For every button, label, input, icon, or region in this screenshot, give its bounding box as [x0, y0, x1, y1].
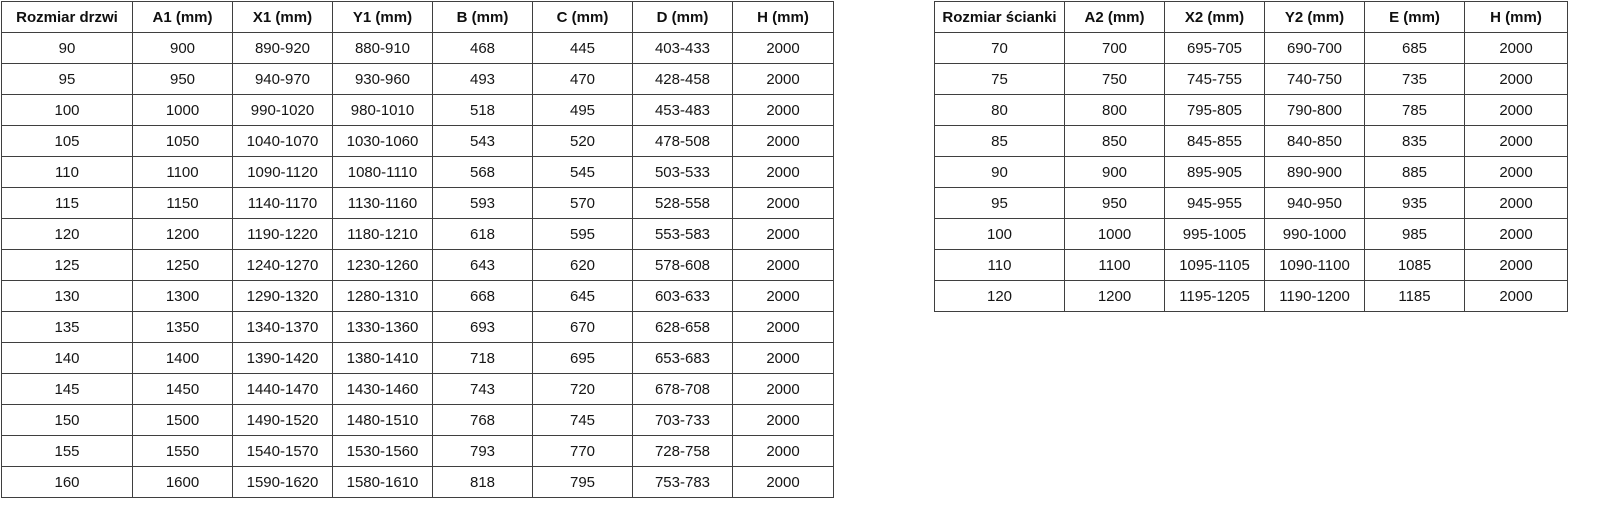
- table-cell: 2000: [733, 33, 834, 64]
- table-cell: 105: [2, 126, 133, 157]
- table-row: [935, 157, 1568, 188]
- table-cell: 90: [935, 157, 1065, 188]
- table-row: [2, 250, 834, 281]
- table-cell: 668: [433, 281, 533, 312]
- table-cell: 745-755: [1165, 64, 1265, 95]
- table-cell: 1185: [1365, 281, 1465, 312]
- table-cell: 1590-1620: [233, 467, 333, 498]
- table-cell: 1000: [133, 95, 233, 126]
- table-cell: 603-633: [633, 281, 733, 312]
- table-cell: 115: [2, 188, 133, 219]
- table-cell: 1540-1570: [233, 436, 333, 467]
- table-cell: 1300: [133, 281, 233, 312]
- column-header: H (mm): [733, 2, 834, 33]
- table-cell: 568: [433, 157, 533, 188]
- table-cell: 1040-1070: [233, 126, 333, 157]
- table-cell: 545: [533, 157, 633, 188]
- column-header: B (mm): [433, 2, 533, 33]
- column-header: X2 (mm): [1165, 2, 1265, 33]
- table-row: [2, 126, 834, 157]
- table-cell: 2000: [1465, 95, 1568, 126]
- table-cell: 793: [433, 436, 533, 467]
- table-row: [2, 374, 834, 405]
- table-cell: 155: [2, 436, 133, 467]
- table-cell: 890-900: [1265, 157, 1365, 188]
- table-cell: 2000: [733, 64, 834, 95]
- table-cell: 618: [433, 219, 533, 250]
- table-cell: 593: [433, 188, 533, 219]
- table-cell: 700: [1065, 33, 1165, 64]
- table-cell: 70: [935, 33, 1065, 64]
- table-cell: 985: [1365, 219, 1465, 250]
- table-cell: 1450: [133, 374, 233, 405]
- table-cell: 1430-1460: [333, 374, 433, 405]
- table-cell: 1090-1120: [233, 157, 333, 188]
- table-cell: 685: [1365, 33, 1465, 64]
- table-cell: 800: [1065, 95, 1165, 126]
- table-cell: 1080-1110: [333, 157, 433, 188]
- door-table-body: [2, 33, 834, 498]
- table-row: [2, 64, 834, 95]
- table-cell: 643: [433, 250, 533, 281]
- table-cell: 100: [935, 219, 1065, 250]
- table-row: [2, 281, 834, 312]
- table-cell: 518: [433, 95, 533, 126]
- table-cell: 880-910: [333, 33, 433, 64]
- table-cell: 493: [433, 64, 533, 95]
- column-header: X1 (mm): [233, 2, 333, 33]
- table-cell: 1240-1270: [233, 250, 333, 281]
- table-cell: 1190-1200: [1265, 281, 1365, 312]
- table-cell: 2000: [1465, 64, 1568, 95]
- table-cell: 428-458: [633, 64, 733, 95]
- table-cell: 595: [533, 219, 633, 250]
- table-cell: 1000: [1065, 219, 1165, 250]
- column-header: E (mm): [1365, 2, 1465, 33]
- table-cell: 693: [433, 312, 533, 343]
- table-cell: 785: [1365, 95, 1465, 126]
- table-cell: 743: [433, 374, 533, 405]
- table-cell: 695: [533, 343, 633, 374]
- table-cell: 468: [433, 33, 533, 64]
- table-cell: 160: [2, 467, 133, 498]
- column-header: Rozmiar drzwi: [2, 2, 133, 33]
- table-cell: 470: [533, 64, 633, 95]
- table-cell: 930-960: [333, 64, 433, 95]
- table-cell: 770: [533, 436, 633, 467]
- table-cell: 845-855: [1165, 126, 1265, 157]
- table-row: [2, 436, 834, 467]
- table-cell: 145: [2, 374, 133, 405]
- table-cell: 1100: [133, 157, 233, 188]
- column-header: Rozmiar ścianki: [935, 2, 1065, 33]
- table-cell: 2000: [1465, 250, 1568, 281]
- table-cell: 2000: [733, 467, 834, 498]
- table-cell: 2000: [1465, 126, 1568, 157]
- table-cell: 1200: [133, 219, 233, 250]
- column-header: A2 (mm): [1065, 2, 1165, 33]
- table-cell: 795-805: [1165, 95, 1265, 126]
- table-cell: 980-1010: [333, 95, 433, 126]
- table-cell: 90: [2, 33, 133, 64]
- table-cell: 478-508: [633, 126, 733, 157]
- table-cell: 2000: [1465, 188, 1568, 219]
- table-cell: 95: [935, 188, 1065, 219]
- table-cell: 1100: [1065, 250, 1165, 281]
- table-cell: 990-1020: [233, 95, 333, 126]
- table-cell: 1530-1560: [333, 436, 433, 467]
- table-cell: 135: [2, 312, 133, 343]
- table-row: [2, 343, 834, 374]
- table-cell: 2000: [733, 157, 834, 188]
- table-row: [2, 95, 834, 126]
- table-cell: 885: [1365, 157, 1465, 188]
- table-cell: 935: [1365, 188, 1465, 219]
- table-cell: 125: [2, 250, 133, 281]
- table-row: [935, 126, 1568, 157]
- table-cell: 520: [533, 126, 633, 157]
- table-cell: 140: [2, 343, 133, 374]
- table-row: [935, 33, 1568, 64]
- door-table-header: [2, 2, 834, 33]
- table-cell: 750: [1065, 64, 1165, 95]
- table-cell: 745: [533, 405, 633, 436]
- header-row: [2, 2, 834, 33]
- table-cell: 2000: [1465, 219, 1568, 250]
- table-cell: 1250: [133, 250, 233, 281]
- table-cell: 120: [935, 281, 1065, 312]
- table-cell: 1140-1170: [233, 188, 333, 219]
- table-cell: 1085: [1365, 250, 1465, 281]
- table-cell: 1400: [133, 343, 233, 374]
- table-cell: 1580-1610: [333, 467, 433, 498]
- table-cell: 1340-1370: [233, 312, 333, 343]
- table-cell: 818: [433, 467, 533, 498]
- table-cell: 503-533: [633, 157, 733, 188]
- table-row: [2, 405, 834, 436]
- table-cell: 120: [2, 219, 133, 250]
- table-cell: 2000: [733, 312, 834, 343]
- table-cell: 150: [2, 405, 133, 436]
- table-cell: 950: [1065, 188, 1165, 219]
- table-cell: 2000: [733, 95, 834, 126]
- table-cell: 570: [533, 188, 633, 219]
- table-cell: 528-558: [633, 188, 733, 219]
- table-cell: 1380-1410: [333, 343, 433, 374]
- table-cell: 1440-1470: [233, 374, 333, 405]
- table-row: [2, 157, 834, 188]
- table-row: [2, 312, 834, 343]
- table-cell: 768: [433, 405, 533, 436]
- table-row: [935, 281, 1568, 312]
- table-cell: 1550: [133, 436, 233, 467]
- table-cell: 100: [2, 95, 133, 126]
- table-cell: 720: [533, 374, 633, 405]
- wall-size-table: [934, 1, 1568, 312]
- table-cell: 80: [935, 95, 1065, 126]
- table-cell: 940-950: [1265, 188, 1365, 219]
- table-cell: 895-905: [1165, 157, 1265, 188]
- table-cell: 1230-1260: [333, 250, 433, 281]
- wall-table-header: [935, 2, 1568, 33]
- wall-table-body: [935, 33, 1568, 312]
- table-cell: 1500: [133, 405, 233, 436]
- table-cell: 900: [1065, 157, 1165, 188]
- table-cell: 890-920: [233, 33, 333, 64]
- table-cell: 130: [2, 281, 133, 312]
- table-cell: 2000: [733, 343, 834, 374]
- table-cell: 85: [935, 126, 1065, 157]
- table-cell: 718: [433, 343, 533, 374]
- table-row: [2, 33, 834, 64]
- table-cell: 835: [1365, 126, 1465, 157]
- table-cell: 2000: [733, 436, 834, 467]
- table-cell: 1050: [133, 126, 233, 157]
- table-cell: 1150: [133, 188, 233, 219]
- table-cell: 703-733: [633, 405, 733, 436]
- column-header: Y1 (mm): [333, 2, 433, 33]
- table-cell: 1190-1220: [233, 219, 333, 250]
- table-cell: 1090-1100: [1265, 250, 1365, 281]
- table-cell: 1290-1320: [233, 281, 333, 312]
- table-cell: 735: [1365, 64, 1465, 95]
- table-cell: 2000: [733, 219, 834, 250]
- table-cell: 653-683: [633, 343, 733, 374]
- table-cell: 453-483: [633, 95, 733, 126]
- table-cell: 628-658: [633, 312, 733, 343]
- table-cell: 495: [533, 95, 633, 126]
- table-cell: 690-700: [1265, 33, 1365, 64]
- table-row: [935, 95, 1568, 126]
- table-cell: 1390-1420: [233, 343, 333, 374]
- table-row: [935, 64, 1568, 95]
- table-row: [2, 219, 834, 250]
- table-cell: 2000: [733, 126, 834, 157]
- table-cell: 1280-1310: [333, 281, 433, 312]
- table-cell: 1095-1105: [1165, 250, 1265, 281]
- table-cell: 795: [533, 467, 633, 498]
- table-cell: 620: [533, 250, 633, 281]
- table-row: [2, 188, 834, 219]
- table-cell: 2000: [733, 405, 834, 436]
- table-cell: 850: [1065, 126, 1165, 157]
- table-cell: 445: [533, 33, 633, 64]
- table-cell: 1180-1210: [333, 219, 433, 250]
- column-header: D (mm): [633, 2, 733, 33]
- table-cell: 2000: [733, 281, 834, 312]
- table-cell: 753-783: [633, 467, 733, 498]
- table-cell: 695-705: [1165, 33, 1265, 64]
- table-cell: 2000: [733, 188, 834, 219]
- table-cell: 75: [935, 64, 1065, 95]
- door-size-table: [1, 1, 834, 498]
- table-cell: 740-750: [1265, 64, 1365, 95]
- table-cell: 1480-1510: [333, 405, 433, 436]
- column-header: H (mm): [1465, 2, 1568, 33]
- table-cell: 900: [133, 33, 233, 64]
- table-cell: 728-758: [633, 436, 733, 467]
- table-cell: 645: [533, 281, 633, 312]
- table-row: [935, 188, 1568, 219]
- table-cell: 945-955: [1165, 188, 1265, 219]
- table-cell: 1330-1360: [333, 312, 433, 343]
- table-cell: 2000: [1465, 33, 1568, 64]
- table-cell: 1030-1060: [333, 126, 433, 157]
- table-cell: 950: [133, 64, 233, 95]
- column-header: C (mm): [533, 2, 633, 33]
- table-cell: 1350: [133, 312, 233, 343]
- table-cell: 543: [433, 126, 533, 157]
- table-cell: 578-608: [633, 250, 733, 281]
- table-cell: 403-433: [633, 33, 733, 64]
- column-header: A1 (mm): [133, 2, 233, 33]
- table-cell: 995-1005: [1165, 219, 1265, 250]
- table-cell: 678-708: [633, 374, 733, 405]
- table-cell: 1195-1205: [1165, 281, 1265, 312]
- table-cell: 553-583: [633, 219, 733, 250]
- table-cell: 670: [533, 312, 633, 343]
- table-cell: 2000: [1465, 281, 1568, 312]
- table-row: [2, 467, 834, 498]
- table-cell: 790-800: [1265, 95, 1365, 126]
- table-cell: 2000: [733, 374, 834, 405]
- table-cell: 1490-1520: [233, 405, 333, 436]
- table-cell: 940-970: [233, 64, 333, 95]
- table-row: [935, 219, 1568, 250]
- table-cell: 110: [2, 157, 133, 188]
- table-cell: 1130-1160: [333, 188, 433, 219]
- table-cell: 2000: [733, 250, 834, 281]
- table-cell: 840-850: [1265, 126, 1365, 157]
- table-cell: 1600: [133, 467, 233, 498]
- table-cell: 2000: [1465, 157, 1568, 188]
- table-cell: 990-1000: [1265, 219, 1365, 250]
- table-cell: 1200: [1065, 281, 1165, 312]
- column-header: Y2 (mm): [1265, 2, 1365, 33]
- table-cell: 110: [935, 250, 1065, 281]
- header-row: [935, 2, 1568, 33]
- table-cell: 95: [2, 64, 133, 95]
- table-row: [935, 250, 1568, 281]
